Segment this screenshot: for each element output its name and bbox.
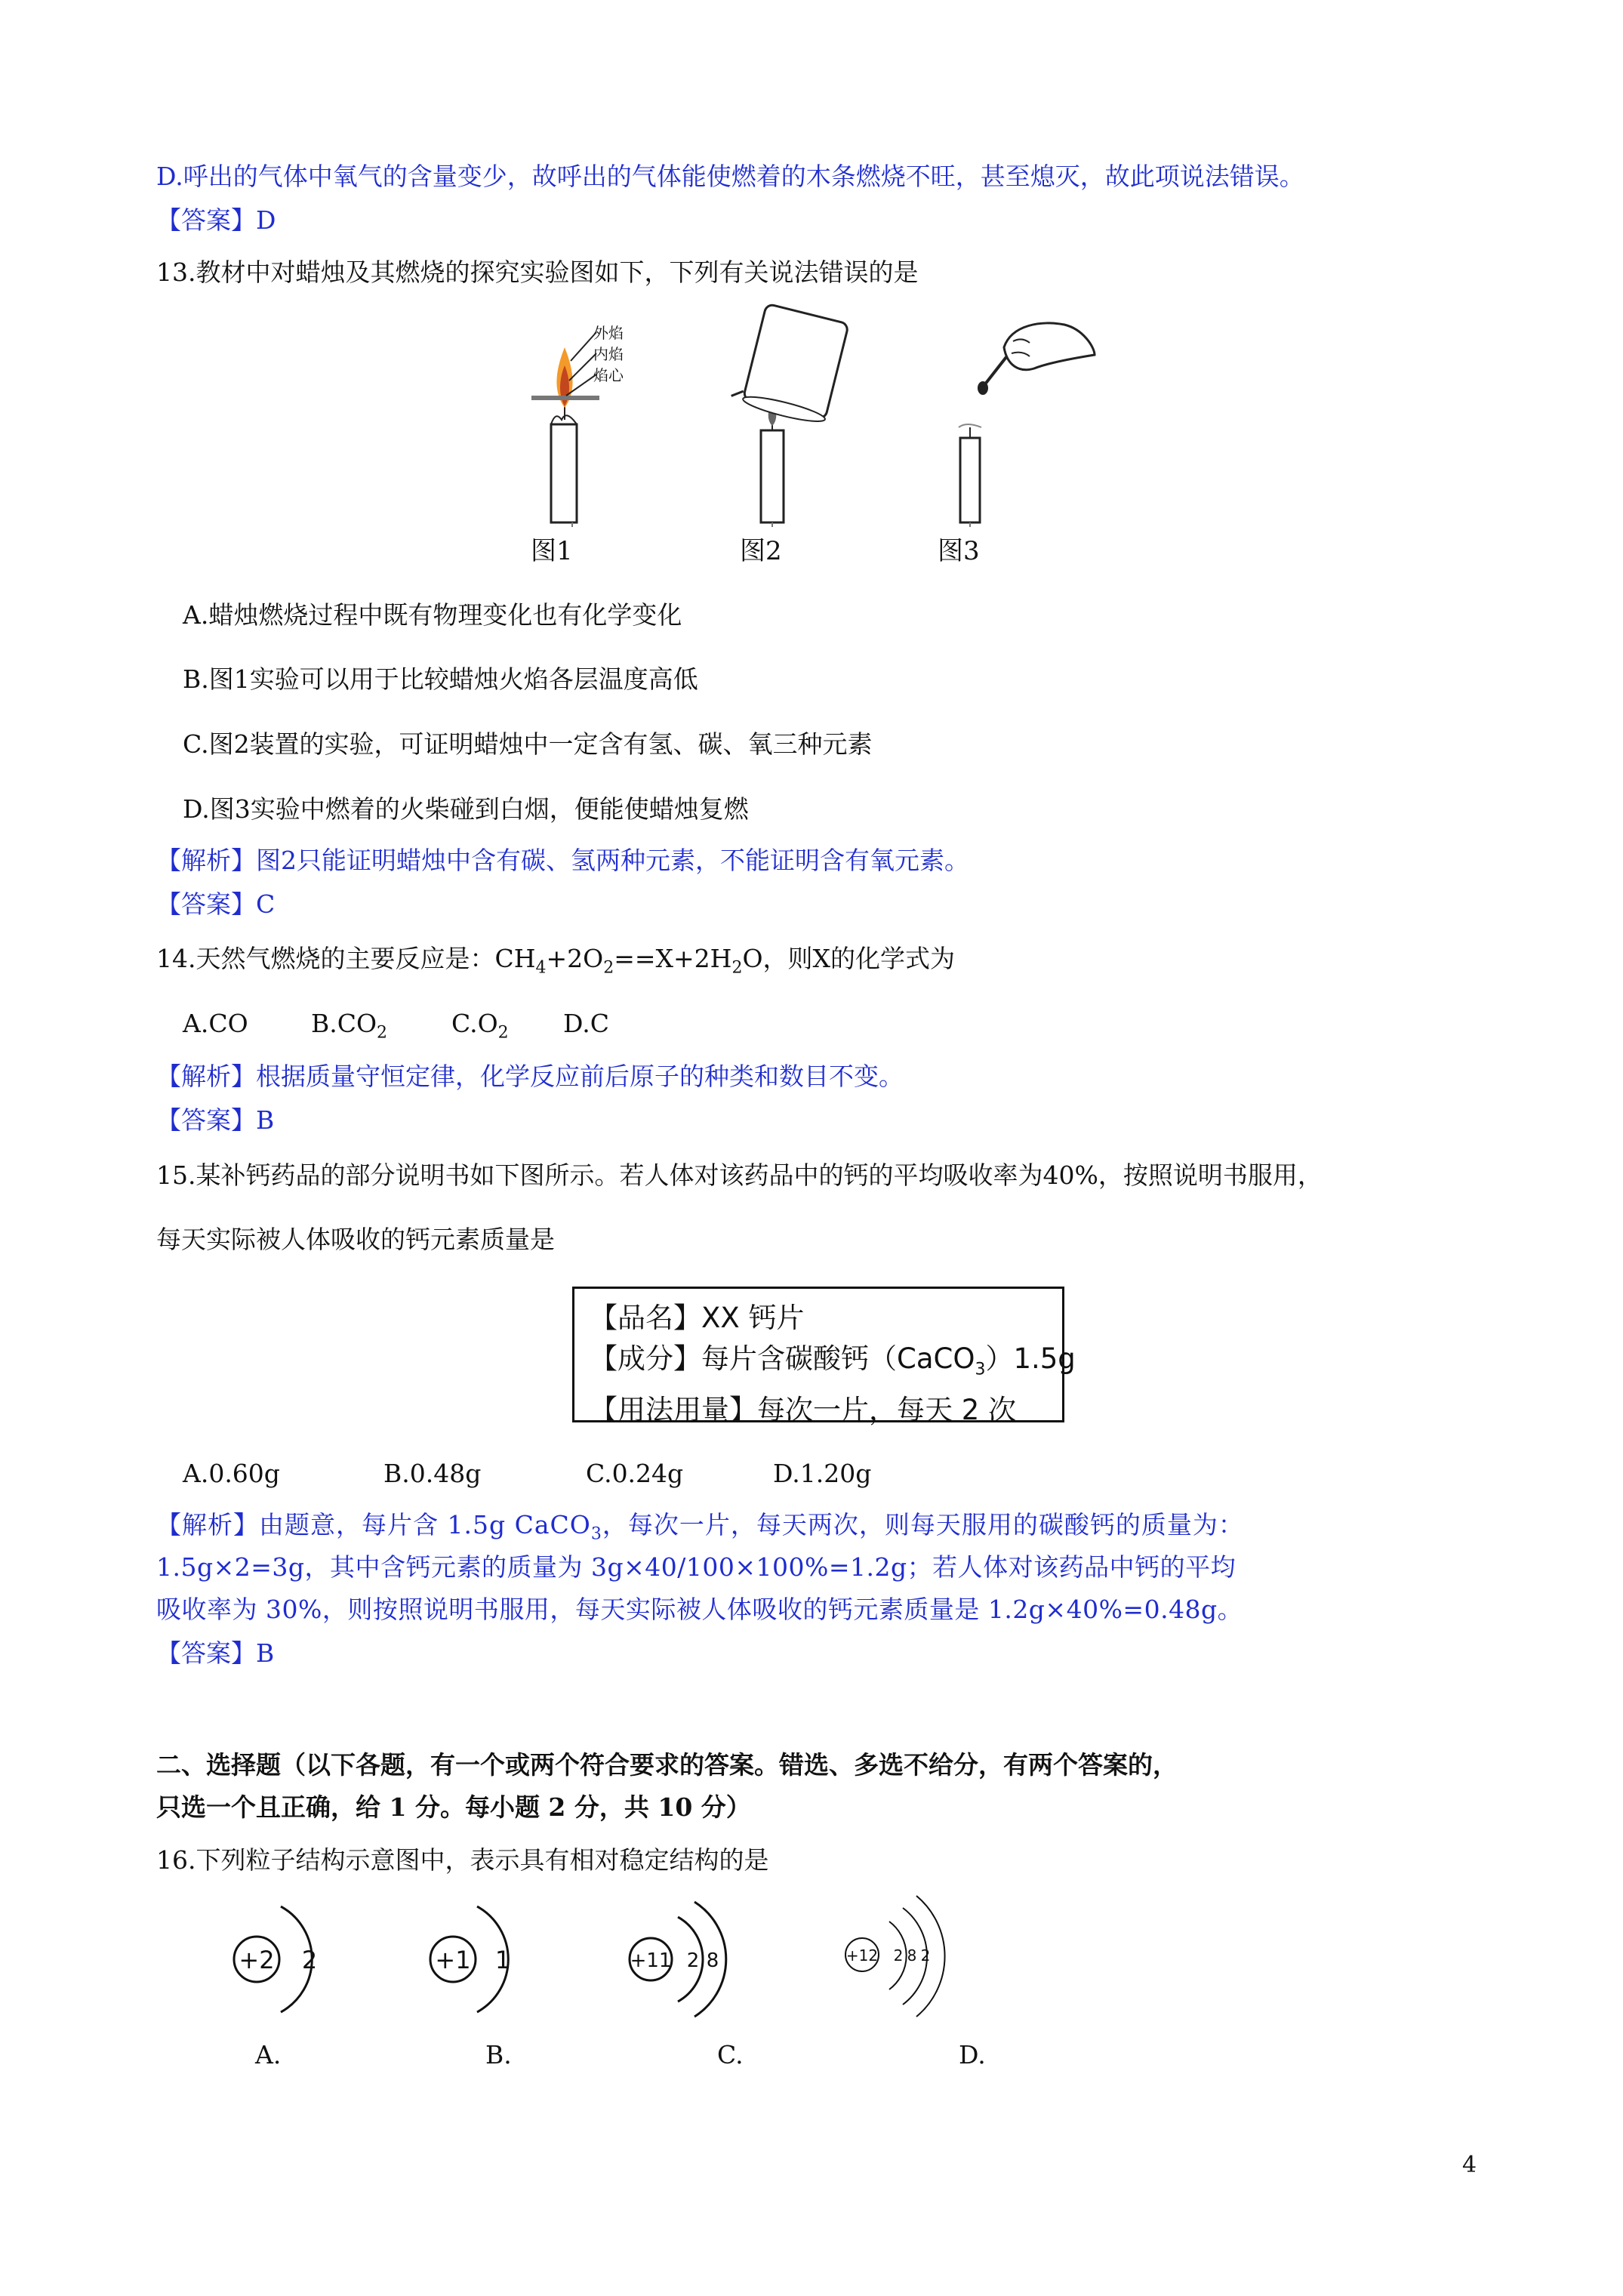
q15-analysis-line1: 【解析】由题意，每片含 1.5g CaCO$_3$，每次一片，每天两次，则每天服用的碳酸钙的质量为： xyxy=(156,1510,1244,1544)
q13-option-b: B.图1实验可以用于比较蜡烛火焰各层温度高低 xyxy=(183,664,698,694)
svg-text:+2: +2 xyxy=(239,1946,275,1974)
svg-text:8: 8 xyxy=(907,1946,917,1965)
flame-label-outer: 外焰 xyxy=(593,324,624,342)
q15-analysis-line2: 1.5g×2=3g，其中含钙元素的质量为 3g×40/100×100%=1.2g；若人体对该药品中钙的平均 xyxy=(156,1552,1236,1582)
q15-option-a: A.0.60g xyxy=(183,1459,280,1488)
q16-option-a: A. xyxy=(255,2040,282,2069)
svg-text:+1: +1 xyxy=(435,1946,471,1974)
q14-stem: 14.天然气燃烧的主要反应是：$CH_4+2O_2==X+2H_2O$，则X的化学式为 xyxy=(156,944,955,978)
q15-stem-line2: 每天实际被人体吸收的钙元素质量是 xyxy=(156,1225,555,1254)
label-name: 【品名】XX 钙片 xyxy=(590,1302,805,1334)
q13-option-c: C.图2装置的实验，可证明蜡烛中一定含有氢、碳、氧三种元素 xyxy=(183,729,873,759)
svg-text:+11: +11 xyxy=(630,1949,672,1972)
svg-text:+12: +12 xyxy=(845,1946,879,1965)
q16-option-b: B. xyxy=(485,2040,512,2069)
q16-option-c: C. xyxy=(717,2040,744,2069)
section2-heading-line1: 二、选择题（以下各题，有一个或两个符合要求的答案。错选、多选不给分，有两个答案的， xyxy=(156,1750,1178,1780)
section2-heading-line2: 只选一个且正确，给 1 分。每小题 2 分，共 10 分） xyxy=(156,1792,751,1822)
atom-c xyxy=(630,1902,726,2017)
q14-option-c: $C.O_2$ xyxy=(451,1009,509,1043)
q14-option-b: $B.CO_2$ xyxy=(311,1009,388,1043)
flame-label-inner: 内焰 xyxy=(593,345,624,363)
q16-stem: 16.下列粒子结构示意图中，表示具有相对稳定结构的是 xyxy=(156,1845,769,1875)
q12-option-d: D.呼出的气体中氧气的含量变少，故呼出的气体能使燃着的木条燃烧不旺，甚至熄灭，故此项说法错误。 xyxy=(156,162,1304,191)
svg-text:2: 2 xyxy=(686,1949,700,1972)
q14-analysis: 【解析】根据质量守恒定律，化学反应前后原子的种类和数目不变。 xyxy=(156,1062,904,1091)
q13-answer: 【答案】C xyxy=(156,889,276,919)
q12-answer: 【答案】D xyxy=(156,205,276,235)
medicine-label xyxy=(572,1287,1076,1427)
q14-answer: 【答案】B xyxy=(156,1105,275,1135)
q13-option-d: D.图3实验中燃着的火柴碰到白烟，便能使蜡烛复燃 xyxy=(183,794,749,824)
q15-answer: 【答案】B xyxy=(156,1638,275,1668)
q15-option-c: C.0.24g xyxy=(586,1459,684,1488)
q15-stem-line1: 15.某补钙药品的部分说明书如下图所示。若人体对该药品中的钙的平均吸收率为40%，按照说明书服用， xyxy=(156,1160,1323,1190)
atom-a xyxy=(234,1906,317,2012)
q14-option-a: A.CO xyxy=(183,1009,248,1038)
q15-option-d: D.1.20g xyxy=(773,1459,872,1488)
svg-text:8: 8 xyxy=(706,1949,719,1972)
page-number: 4 xyxy=(1462,2152,1477,2178)
label-ingredient: 【成分】每片含碳酸钙（CaCO$_3$）1.5g xyxy=(590,1342,1076,1379)
q15-analysis-line3: 吸收率为 30%，则按照说明书服用，每天实际被人体吸收的钙元素质量是 1.2g×40%=0.48g。 xyxy=(156,1595,1243,1624)
figure-label-2: 图2 xyxy=(740,536,782,566)
svg-text:2: 2 xyxy=(920,1946,931,1965)
atom-d xyxy=(845,1896,945,2017)
q13-stem: 13.教材中对蜡烛及其燃烧的探究实验图如下，下列有关说法错误的是 xyxy=(156,257,919,287)
svg-text:2: 2 xyxy=(301,1946,318,1974)
q16-atom-diagrams xyxy=(211,1891,966,2042)
q13-option-a: A.蜡烛燃烧过程中既有物理变化也有化学变化 xyxy=(183,600,682,630)
q13-analysis: 【解析】图2只能证明蜡烛中含有碳、氢两种元素，不能证明含有氧元素。 xyxy=(156,846,969,875)
q15-option-b: B.0.48g xyxy=(383,1459,482,1488)
q14-option-d: D.C xyxy=(563,1009,610,1038)
svg-text:2: 2 xyxy=(893,1946,904,1965)
figure-1-candle xyxy=(531,324,624,522)
label-dosage: 【用法用量】每次一片，每天 2 次 xyxy=(590,1394,1017,1427)
q16-option-d: D. xyxy=(959,2040,986,2069)
q13-figures xyxy=(521,302,1117,529)
figure-label-1: 图1 xyxy=(531,536,573,566)
figure-label-3: 图3 xyxy=(938,536,980,566)
atom-b xyxy=(430,1906,510,2012)
flame-label-core: 焰心 xyxy=(593,366,624,384)
figure-3-match xyxy=(959,323,1095,522)
svg-text:1: 1 xyxy=(494,1946,511,1974)
figure-2-beaker xyxy=(730,302,849,522)
